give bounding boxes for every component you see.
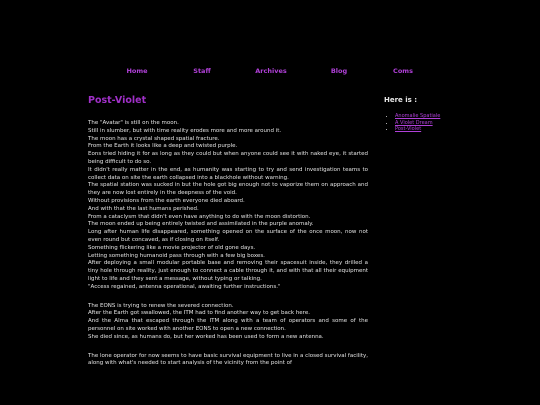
story-paragraph xyxy=(88,120,368,292)
post-body xyxy=(88,120,368,368)
story-paragraph xyxy=(88,303,368,342)
story-line: "Access regained, antenna operational, awaiting further instructions." xyxy=(88,283,281,290)
story-line: And with that the last humans perished. xyxy=(88,205,199,212)
story-paragraph xyxy=(88,353,368,369)
sidebar-heading: Here is : xyxy=(384,96,418,104)
nav-link-home[interactable]: Home xyxy=(126,67,148,75)
story-line: It didn't really matter in the end, as humanity was starting to try and send investigation teams to collect data on site the earth collapsed into a blackhole without warning. xyxy=(88,166,368,181)
story-line: Long after human life disappeared, something opened on the surface of the once moon, now not even round but concaved, as if closing on itself. xyxy=(88,229,368,243)
sidebar-link-list xyxy=(384,113,494,133)
story-line: From the Earth it looks like a deep and twisted purple. xyxy=(88,143,238,150)
story-line: After deploying a small modular portable base and removing their spacesuit inside, they drilled a tiny hole through reality, just enough to connect a cable through it, and with that all their equipment light to life and they sent a message, without typing or talking. xyxy=(88,260,368,282)
main-nav xyxy=(0,67,540,79)
story-line: The moon has a crystal shaped spatial fracture. xyxy=(88,135,220,142)
story-line: Letting something humanoid pass through with a few big boxes. xyxy=(88,252,265,259)
story-line: Something flickering like a movie projector of old gone days. xyxy=(88,244,256,251)
sidebar-link-a-violet-dream[interactable]: A Violet Dream xyxy=(395,119,433,126)
page-title: Post-Violet xyxy=(88,95,147,106)
nav-link-blog[interactable]: Blog xyxy=(330,67,348,75)
story-line: After the Earth got swallowed, the ITM had to find another way to get back here. xyxy=(88,310,310,317)
story-line: The moon ended up being entirely twisted and assimilated in the purple anomaly. xyxy=(88,221,314,228)
sidebar xyxy=(384,96,494,133)
main-content xyxy=(88,95,368,379)
story-line: Still in slumber, but with time reality erodes more and more around it. xyxy=(88,127,282,134)
story-line: And the Alma that escaped through the ITM along with a team of operators and some of the personnel on site worked with another EONS to open a new connection. xyxy=(88,318,368,332)
story-line: The spatial station was sucked in but the hole got big enough not to vaporize them on approach and they are now lost entirely in the deepness of the void. xyxy=(88,182,368,197)
nav-link-coms[interactable]: Coms xyxy=(393,67,413,75)
story-line: From a cataclysm that didn't even have anything to do with the moon distortion. xyxy=(88,213,311,220)
story-line: She died since, as humans do, but her worked has been used to form a new antenna. xyxy=(88,333,324,340)
nav-link-staff[interactable]: Staff xyxy=(193,67,211,75)
sidebar-list-item xyxy=(395,126,494,133)
story-line: The EONS is trying to renew the severed connection. xyxy=(88,302,234,309)
story-line: The "Avatar" is still on the moon. xyxy=(88,120,179,126)
nav-link-archives[interactable]: Archives xyxy=(255,67,287,75)
sidebar-link-anomalie-spatiale[interactable]: Anomalie Spatiale xyxy=(395,113,441,119)
story-line: The lone operator for now seems to have basic survival equipment to live in a closed survival facility, along with what's needed to start analysis of the vicinity from the point of xyxy=(88,352,368,367)
story-line: Eons tried hiding it for as long as they could but when anyone could see it with naked eye, it started being difficult to do so. xyxy=(88,151,368,165)
story-line: Without provisions from the earth everyone died aboard. xyxy=(88,197,245,204)
sidebar-link-post-violet[interactable]: Post-Violet xyxy=(395,126,422,132)
